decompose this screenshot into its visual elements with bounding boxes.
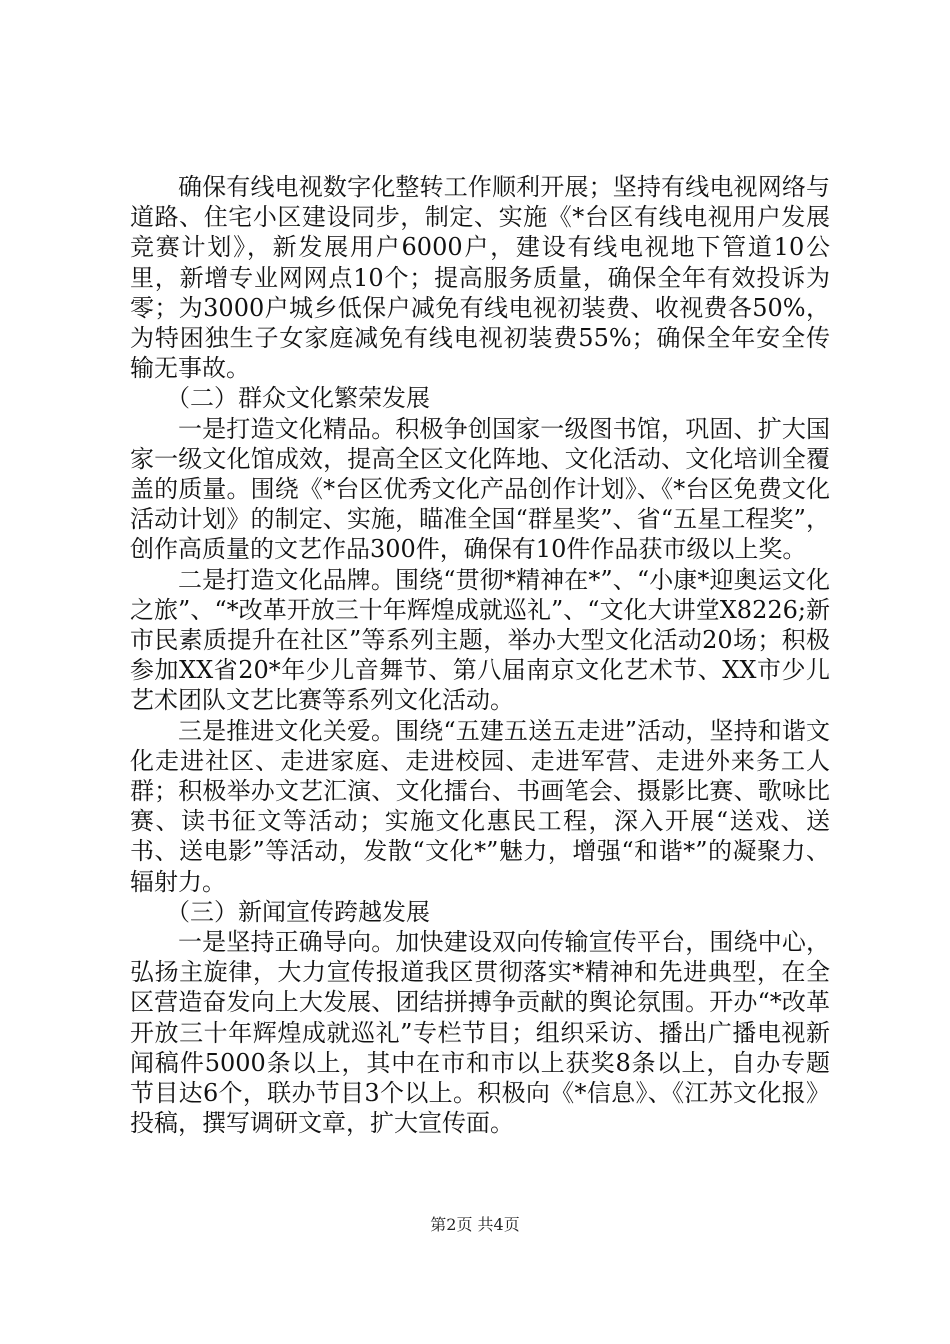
paragraph-correct-guidance: 一是坚持正确导向。加快建设双向传输宣传平台，围绕中心，弘扬主旋律，大力宣传报道我区贯彻落实*精神和先进典型，在全区营造奋发向上大发展、团结拼搏争贡献的舆论氛围。开办“*改革开放三十年辉煌成就巡礼”专栏节目；组织采访、播出广播电视新闻稿件5000条以上，其中在市和市以上获奖8条以上，自办专题节目达6个，联办节目3个以上。积极向《*信息》、《江苏文化报》投稿，撰写调研文章，扩大宣传面。 <box>130 928 830 1138</box>
section-heading-mass-culture: （二）群众文化繁荣发展 <box>166 384 430 413</box>
page-footer: 第2页 共4页 <box>430 1215 520 1234</box>
paragraph-culture-care: 三是推进文化关爱。围绕“五建五送五走进”活动，坚持和谐文化走进社区、走进家庭、走进校园、走进军营、走进外来务工人群；积极举办文艺汇演、文化擂台、书画笔会、摄影比赛、歌咏比赛、读书征文等活动；实施文化惠民工程，深入开展“送戏、送书、送电影”等活动，发散“文化*”魅力，增强“和谐*”的凝聚力、辐射力。 <box>130 716 830 896</box>
paragraph-cable-tv: 确保有线电视数字化整转工作顺利开展；坚持有线电视网络与道路、住宅小区建设同步，制定、实施《*台区有线电视用户发展竞赛计划》，新发展用户6000户，建设有线电视地下管道10公里，新增专业网网点10个；提高服务质量，确保全年有效投诉为零；为3000户城乡低保户减免有线电视初装费、收视费各50%，为特困独生子女家庭减免有线电视初装费55%；确保全年安全传输无事故。 <box>130 173 830 383</box>
paragraph-culture-brand: 二是打造文化品牌。围绕“贯彻*精神在*”、“小康*迎奥运文化之旅”、“*改革开放三十年辉煌成就巡礼”、“文化大讲堂X8226;新市民素质提升在社区”等系列主题，举办大型文化活动20场；积极参加XX省20*年少儿音舞节、第八届南京文化艺术节、XX市少儿艺术团队文艺比赛等系列文化活动。 <box>130 565 830 715</box>
paragraph-culture-quality: 一是打造文化精品。积极争创国家一级图书馆，巩固、扩大国家一级文化馆成效，提高全区文化阵地、文化活动、文化培训全覆盖的质量。围绕《*台区优秀文化产品创作计划》、《*台区免费文化活动计划》的制定、实施，瞄准全国“群星奖”、省“五星工程奖”，创作高质量的文艺作品300件，确保有10件作品获市级以上奖。 <box>130 414 830 564</box>
document-body <box>130 172 830 1139</box>
section-heading-news-promotion: （三）新闻宣传跨越发展 <box>166 897 430 926</box>
